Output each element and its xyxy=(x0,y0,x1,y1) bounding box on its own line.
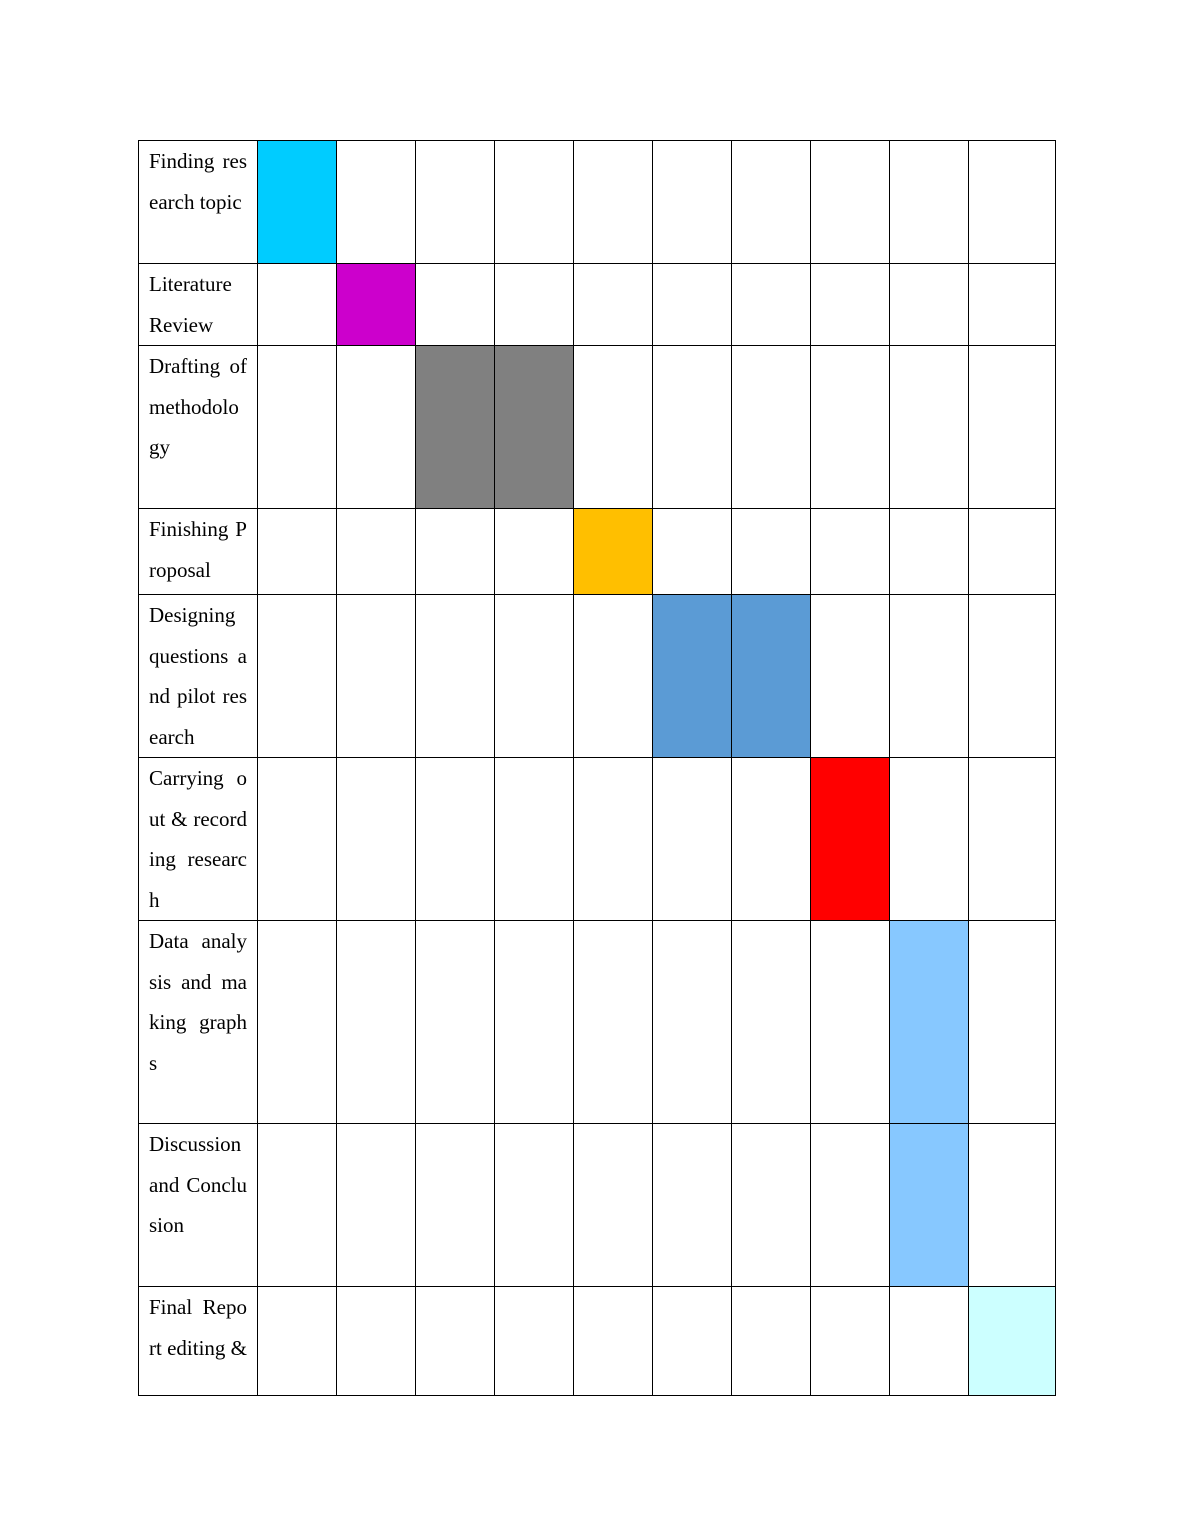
empty-period-cell xyxy=(416,141,495,264)
empty-period-cell xyxy=(495,1124,574,1287)
empty-period-cell xyxy=(811,141,890,264)
gantt-bar-cell xyxy=(574,509,653,595)
empty-period-cell xyxy=(495,264,574,346)
empty-period-cell xyxy=(337,758,416,921)
empty-period-cell xyxy=(258,509,337,595)
task-label: Finishing Proposal xyxy=(139,509,258,595)
task-label: Drafting of methodology xyxy=(139,346,258,509)
empty-period-cell xyxy=(574,1287,653,1396)
empty-period-cell xyxy=(258,595,337,758)
empty-period-cell xyxy=(653,1287,732,1396)
empty-period-cell xyxy=(574,264,653,346)
empty-period-cell xyxy=(653,1124,732,1287)
empty-period-cell xyxy=(574,921,653,1124)
empty-period-cell xyxy=(495,595,574,758)
empty-period-cell xyxy=(890,595,969,758)
empty-period-cell xyxy=(337,346,416,509)
empty-period-cell xyxy=(574,141,653,264)
task-row xyxy=(139,1124,1056,1287)
empty-period-cell xyxy=(495,758,574,921)
gantt-bar-cell xyxy=(416,346,495,509)
task-label: Discussion and Conclusion xyxy=(139,1124,258,1287)
empty-period-cell xyxy=(811,1287,890,1396)
empty-period-cell xyxy=(811,1124,890,1287)
empty-period-cell xyxy=(574,758,653,921)
empty-period-cell xyxy=(969,758,1056,921)
empty-period-cell xyxy=(653,758,732,921)
empty-period-cell xyxy=(969,346,1056,509)
empty-period-cell xyxy=(732,758,811,921)
task-row xyxy=(139,595,1056,758)
task-label: Designing questions and pilot research xyxy=(139,595,258,758)
task-label: Carrying out & recording research xyxy=(139,758,258,921)
gantt-bar-cell xyxy=(495,346,574,509)
empty-period-cell xyxy=(416,509,495,595)
empty-period-cell xyxy=(258,264,337,346)
empty-period-cell xyxy=(574,346,653,509)
empty-period-cell xyxy=(732,264,811,346)
empty-period-cell xyxy=(337,141,416,264)
gantt-bar-cell xyxy=(811,758,890,921)
gantt-chart-table xyxy=(138,140,1056,1396)
gantt-bar-cell xyxy=(890,921,969,1124)
empty-period-cell xyxy=(969,141,1056,264)
task-label: Finding research topic xyxy=(139,141,258,264)
empty-period-cell xyxy=(574,595,653,758)
task-row xyxy=(139,141,1056,264)
empty-period-cell xyxy=(653,509,732,595)
task-row xyxy=(139,346,1056,509)
empty-period-cell xyxy=(495,141,574,264)
empty-period-cell xyxy=(811,264,890,346)
empty-period-cell xyxy=(969,509,1056,595)
task-label: Final Report editing & xyxy=(139,1287,258,1396)
empty-period-cell xyxy=(653,264,732,346)
gantt-bar-cell xyxy=(732,595,811,758)
empty-period-cell xyxy=(337,921,416,1124)
gantt-bar-cell xyxy=(653,595,732,758)
empty-period-cell xyxy=(416,1124,495,1287)
empty-period-cell xyxy=(890,758,969,921)
empty-period-cell xyxy=(732,509,811,595)
empty-period-cell xyxy=(890,1287,969,1396)
empty-period-cell xyxy=(811,595,890,758)
empty-period-cell xyxy=(890,264,969,346)
gantt-bar-cell xyxy=(969,1287,1056,1396)
empty-period-cell xyxy=(337,509,416,595)
empty-period-cell xyxy=(653,346,732,509)
task-row xyxy=(139,921,1056,1124)
empty-period-cell xyxy=(258,1124,337,1287)
empty-period-cell xyxy=(495,921,574,1124)
gantt-bar-cell xyxy=(258,141,337,264)
empty-period-cell xyxy=(653,921,732,1124)
empty-period-cell xyxy=(258,346,337,509)
task-row xyxy=(139,1287,1056,1396)
empty-period-cell xyxy=(811,346,890,509)
empty-period-cell xyxy=(416,921,495,1124)
empty-period-cell xyxy=(969,264,1056,346)
task-row xyxy=(139,264,1056,346)
empty-period-cell xyxy=(969,595,1056,758)
empty-period-cell xyxy=(653,141,732,264)
gantt-bar-cell xyxy=(890,1124,969,1287)
empty-period-cell xyxy=(337,595,416,758)
empty-period-cell xyxy=(890,346,969,509)
empty-period-cell xyxy=(890,509,969,595)
empty-period-cell xyxy=(495,1287,574,1396)
empty-period-cell xyxy=(337,1287,416,1396)
empty-period-cell xyxy=(258,921,337,1124)
empty-period-cell xyxy=(732,1124,811,1287)
empty-period-cell xyxy=(258,1287,337,1396)
empty-period-cell xyxy=(969,1124,1056,1287)
task-row xyxy=(139,509,1056,595)
empty-period-cell xyxy=(574,1124,653,1287)
empty-period-cell xyxy=(416,1287,495,1396)
empty-period-cell xyxy=(732,346,811,509)
empty-period-cell xyxy=(811,921,890,1124)
empty-period-cell xyxy=(732,1287,811,1396)
task-label: Literature Review xyxy=(139,264,258,346)
task-label: Data analysis and making graphs xyxy=(139,921,258,1124)
empty-period-cell xyxy=(416,595,495,758)
empty-period-cell xyxy=(732,921,811,1124)
empty-period-cell xyxy=(811,509,890,595)
empty-period-cell xyxy=(416,758,495,921)
empty-period-cell xyxy=(890,141,969,264)
empty-period-cell xyxy=(732,141,811,264)
gantt-bar-cell xyxy=(337,264,416,346)
empty-period-cell xyxy=(337,1124,416,1287)
empty-period-cell xyxy=(258,758,337,921)
task-row xyxy=(139,758,1056,921)
empty-period-cell xyxy=(969,921,1056,1124)
empty-period-cell xyxy=(416,264,495,346)
empty-period-cell xyxy=(495,509,574,595)
